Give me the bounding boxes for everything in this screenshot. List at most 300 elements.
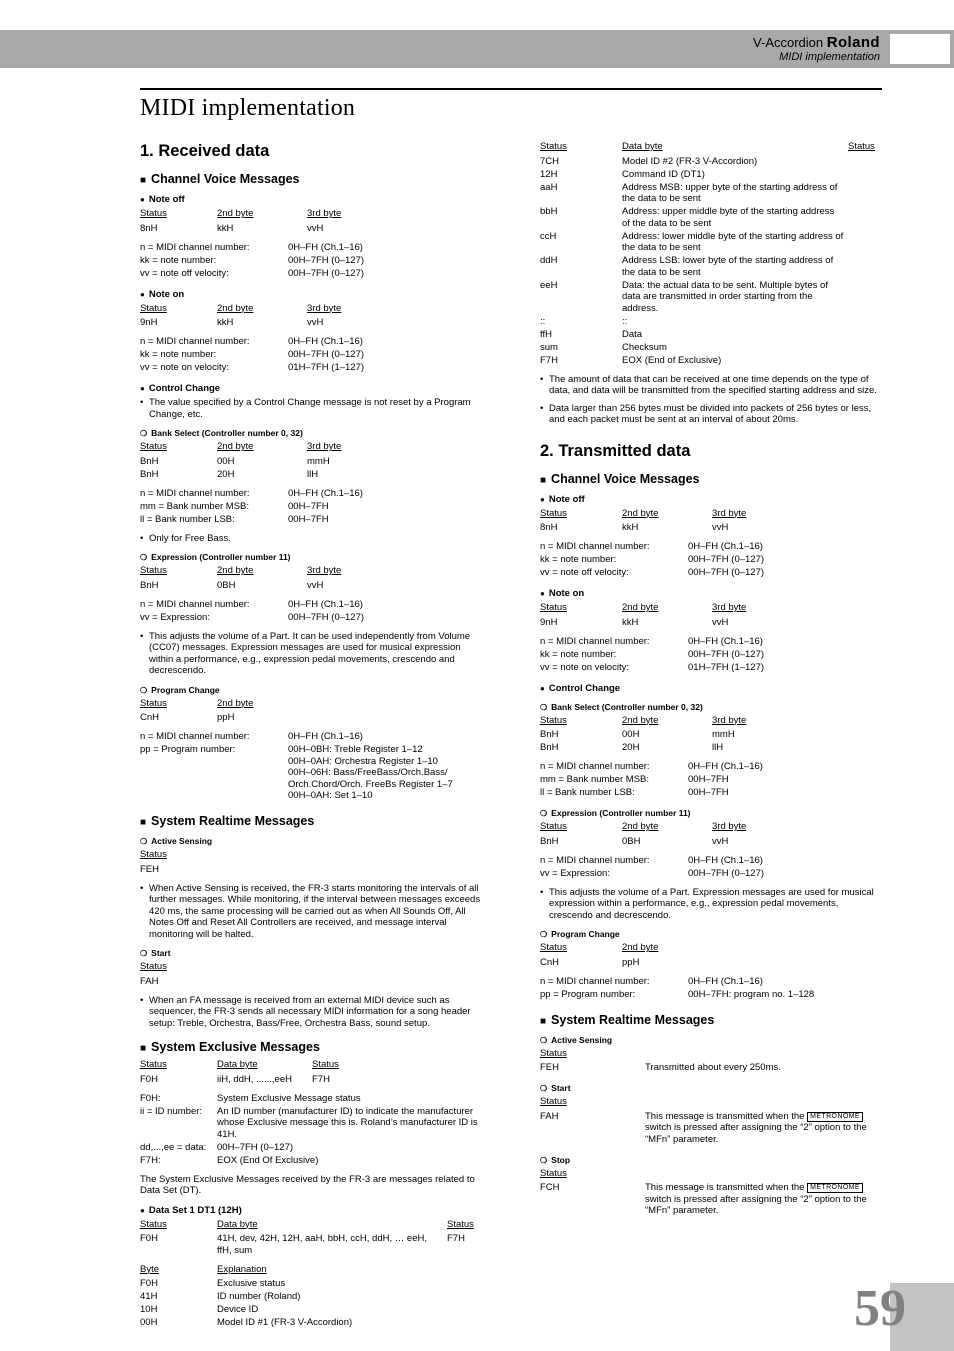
table-header-row: [540, 715, 884, 730]
table-row: [140, 469, 484, 482]
kv-key: vv = note on velocity:: [140, 362, 229, 373]
table-row: [140, 1278, 484, 1291]
subsection-heading: [140, 172, 484, 186]
table-cell: 9nH: [140, 317, 158, 328]
key-value-row: [140, 255, 484, 268]
heading-text: Program Change: [151, 684, 220, 695]
key-value-row: [140, 488, 484, 501]
column-header: [645, 1048, 884, 1063]
kv-value: 01H–7FH (1–127): [288, 362, 365, 373]
column-header: 3rd byte: [712, 602, 747, 613]
heading-text: Active Sensing: [551, 1034, 613, 1045]
table-row: [540, 617, 884, 630]
table-row: [540, 522, 884, 535]
kv-key: n = MIDI channel number:: [140, 731, 250, 742]
table-cell: aaH: [540, 181, 558, 193]
table-cell: F0H: [140, 1233, 158, 1244]
table-cell: Checksum: [622, 341, 667, 353]
heading-text: Control Change: [548, 682, 621, 694]
heading-text: Note off: [148, 194, 185, 205]
dot-bullet-icon: ●: [540, 589, 545, 598]
title-block: [140, 88, 882, 122]
bullet-icon: •: [140, 532, 144, 544]
key-value-table: [540, 976, 884, 1002]
column-header: Status: [540, 714, 567, 726]
key-value-row: [140, 501, 484, 514]
table-cell: kkH: [217, 222, 234, 234]
note: [140, 995, 484, 1030]
table-cell: kkH: [622, 522, 639, 533]
kv-key: kk = note number:: [140, 254, 217, 266]
table-cell: FEH: [140, 863, 159, 875]
table-cell: [848, 182, 884, 207]
table-row: [540, 182, 884, 207]
subsection-heading: [140, 1040, 484, 1054]
table-cell: [848, 280, 884, 316]
table-header-row: [140, 961, 484, 976]
column-header: Status: [140, 302, 167, 314]
table-header-row: [140, 1264, 484, 1279]
table-cell: FAH: [140, 975, 159, 987]
column-header: Data byte: [217, 1218, 258, 1230]
table-cell: EOX (End of Exclusive): [622, 354, 722, 366]
bullet-icon: •: [140, 630, 144, 642]
table-row: [140, 1304, 484, 1317]
key-value-row: [540, 989, 884, 1002]
note: [540, 887, 884, 922]
table-row: [140, 1233, 484, 1258]
table-cell: vvH: [712, 835, 729, 847]
table-cell: mmH: [712, 729, 735, 740]
table-cell: [848, 342, 884, 355]
table-cell: vvH: [307, 317, 324, 328]
table-cell: Exclusive status: [217, 1278, 286, 1289]
circle-bullet-icon: ❍: [140, 837, 148, 846]
note: [140, 397, 484, 420]
heading-text: System Realtime Messages: [551, 1012, 715, 1027]
heading-text: System Realtime Messages: [151, 814, 315, 828]
key-value-row: [540, 774, 884, 787]
table-cell: 10H: [140, 1304, 158, 1315]
bullet-icon: •: [540, 402, 544, 414]
data-table: [540, 602, 884, 630]
kv-key: vv = note on velocity:: [540, 661, 629, 673]
table-header-row: [540, 141, 884, 156]
kv-value: 00H–7FH (0–127): [288, 267, 365, 279]
note: [540, 374, 884, 397]
key-value-table: [140, 599, 484, 625]
table-cell-line: 00H–0AH: Set 1–10: [288, 790, 373, 801]
kv-value: 0H–FH (Ch.1–16): [288, 336, 363, 347]
table-cell: eeH: [540, 279, 558, 291]
table-cell: iiH, ddH, ......,eeH: [217, 1073, 292, 1085]
column-header: 2nd byte: [622, 821, 659, 832]
cell-text: This message is transmitted when the: [645, 1110, 808, 1122]
key-value-row: [140, 612, 484, 625]
table-cell: F7H: [312, 1073, 330, 1085]
note: [140, 631, 484, 677]
table-row: [540, 1111, 884, 1147]
heading-text: Active Sensing: [151, 836, 213, 846]
table-cell: kkH: [622, 616, 639, 628]
table-cell: [645, 1111, 884, 1147]
band-corner-box: [890, 34, 950, 64]
table-header-row: [540, 1096, 884, 1111]
kv-value: 0H–FH (Ch.1–16): [288, 598, 363, 610]
circle-bullet-icon: ❍: [140, 685, 148, 695]
table-header-row: [140, 303, 484, 318]
circle-bullet-icon: ❍: [540, 809, 548, 818]
key-value-row: [540, 787, 884, 800]
heading-text: Note off: [548, 493, 585, 505]
item-heading: [140, 428, 484, 438]
table-row: [540, 355, 884, 368]
note: [140, 533, 484, 545]
kv-key: n = MIDI channel number:: [140, 241, 250, 253]
kv-key: mm = Bank number MSB:: [140, 500, 250, 512]
column-header: Status: [140, 565, 167, 576]
square-bullet-icon: ■: [540, 1015, 547, 1027]
kv-key: n = MIDI channel number:: [540, 761, 650, 772]
header-band: [0, 30, 954, 68]
note-text: When an FA message is received from an external MIDI device such as sequencer, the FR-3 sends all necessary MIDI information for a song header setup: Treble, Orchestra, Bass/Free, Orchestra Bass, sound setup.: [149, 994, 471, 1029]
key-value-row: [540, 649, 884, 662]
bullet-icon: •: [540, 886, 544, 898]
dot-bullet-icon: ●: [140, 195, 145, 204]
item-heading: [140, 194, 484, 205]
column-header: 2nd byte: [622, 942, 659, 953]
kv-value: 0H–FH (Ch.1–16): [288, 731, 363, 742]
item-heading: [140, 948, 484, 958]
key-value-table: [140, 488, 484, 527]
section-heading: 2. Transmitted data: [540, 441, 691, 460]
key-value-row: [140, 362, 484, 375]
data-table: [540, 715, 884, 756]
kv-key: n = MIDI channel number:: [540, 635, 650, 647]
table-cell: 20H: [622, 742, 640, 753]
header-subtitle: MIDI implementation: [779, 51, 880, 64]
heading-text: Channel Voice Messages: [551, 471, 700, 486]
table-cell-line: 00H–06H: Bass/FreeBass/Orch.Bass/: [288, 767, 448, 778]
subsection-heading: [140, 814, 484, 828]
kv-key: vv = Expression:: [140, 611, 210, 623]
column-header: 2nd byte: [217, 302, 254, 314]
table-cell: bbH: [540, 206, 558, 217]
table-cell: ppH: [217, 712, 235, 723]
kv-value: 00H–7FH (0–127): [288, 349, 365, 360]
kv-value: 00H–7FH: [288, 500, 329, 512]
item-heading: [140, 383, 484, 394]
kv-value: EOX (End Of Exclusive): [217, 1154, 319, 1166]
key-value-row: [140, 1155, 484, 1168]
note-text: Only for Free Bass.: [149, 532, 231, 544]
heading-text: Expression (Controller number 11): [551, 808, 691, 818]
table-row: [140, 223, 484, 236]
heading-text: Control Change: [148, 383, 221, 394]
item-heading: [140, 836, 484, 846]
column-header: Data byte: [622, 141, 663, 152]
table-cell: [848, 316, 884, 329]
key-value-row: [540, 662, 884, 675]
note-text: When Active Sensing is received, the FR-3 starts monitoring the intervals of all further messages. While monitoring, if the interval between messages exceeds 420 ms, the same processing will be carried out as when All Sounds Off, All Notes Off and Reset All Controllers are received, and message interval monitoring will be halted.: [149, 882, 481, 940]
kv-value: 00H–7FH (0–127): [688, 567, 765, 578]
table-header-row: [540, 1168, 884, 1183]
column-header: 2nd byte: [622, 714, 659, 726]
table-header-row: [540, 508, 884, 523]
table-cell: ddH: [540, 255, 558, 266]
content-columns: [140, 140, 884, 1336]
table-row: [140, 317, 484, 330]
heading-text: System Exclusive Messages: [151, 1040, 320, 1054]
kv-value: 00H–7FH: [688, 787, 729, 798]
kv-key: vv = note off velocity:: [540, 567, 629, 578]
table-row: [540, 742, 884, 755]
table-cell: 0BH: [217, 579, 236, 591]
heading-text: Note on: [548, 588, 585, 599]
table-header-row: [140, 208, 484, 223]
note-text: This adjusts the volume of a Part. It can be used independently from Volume (CC07) messages. Expression messages are used for musical expression within a performance, e.g., expression pedal movements, crescendo and decrescendo.: [149, 630, 471, 676]
key-value-row: [140, 1093, 484, 1106]
table-cell: 9nH: [540, 616, 558, 628]
key-value-table: [140, 1093, 484, 1168]
table-cell: Address MSB: upper byte of the starting address of the data to be sent: [622, 181, 838, 204]
item-heading: [140, 685, 484, 695]
table-row: [540, 280, 884, 316]
kv-key: n = MIDI channel number:: [540, 541, 650, 552]
data-table: [540, 821, 884, 849]
table-row: [540, 156, 884, 169]
heading-text: Bank Select (Controller number 0, 32): [551, 701, 703, 712]
table-row: [140, 864, 484, 877]
dot-bullet-icon: ●: [540, 494, 545, 504]
kv-value: System Exclusive Message status: [217, 1092, 361, 1104]
table-header-row: [540, 942, 884, 957]
table-row: [540, 836, 884, 849]
item-heading: [540, 808, 884, 818]
bullet-icon: •: [140, 882, 144, 894]
column-header: Data byte: [217, 1059, 258, 1070]
item-heading: [540, 1035, 884, 1045]
table-cell: 00H: [622, 729, 640, 740]
key-value-row: [140, 599, 484, 612]
kv-key: n = MIDI channel number:: [140, 336, 250, 347]
heading-text: Note on: [148, 288, 185, 300]
kv-key: n = MIDI channel number:: [140, 487, 250, 499]
column-header: [645, 1168, 884, 1183]
table-cell: F7H: [540, 354, 558, 366]
kv-key: kk = note number:: [540, 648, 617, 660]
item-heading: [540, 702, 884, 712]
table-row: [540, 1182, 884, 1218]
column-header: Byte: [140, 1263, 160, 1275]
table-cell: llH: [307, 468, 319, 480]
brand-line: [753, 34, 880, 51]
kv-value: [288, 744, 484, 803]
note: [140, 883, 484, 941]
key-value-row: [540, 761, 884, 774]
dot-bullet-icon: ●: [140, 1205, 145, 1215]
column-header: Status: [140, 208, 167, 219]
table-row: [540, 1062, 884, 1075]
table-cell: ffH: [540, 328, 552, 340]
column-header: Status: [540, 141, 567, 152]
table-row: [540, 329, 884, 342]
column-header: Status: [140, 1059, 167, 1070]
table-row: [140, 1317, 484, 1330]
table-cell: Transmitted about every 250ms.: [645, 1062, 781, 1073]
kv-key: F7H:: [140, 1154, 161, 1166]
cell-text: switch is pressed after assigning the “2” option to the “MFn” parameter.: [645, 1193, 867, 1216]
table-row: [140, 976, 484, 989]
key-value-row: [540, 636, 884, 649]
table-cell: 41H, dev, 42H, 12H, aaH, bbH, ccH, ddH, … eeH, ffH, sum: [217, 1233, 427, 1256]
kv-key: n = MIDI channel number:: [540, 854, 650, 866]
kv-value: 00H–7FH (0–127): [688, 867, 765, 879]
key-value-row: [540, 855, 884, 868]
key-value-table: [540, 636, 884, 675]
item-heading: [540, 683, 884, 694]
table-cell: ccH: [540, 230, 557, 242]
table-cell: F0H: [140, 1278, 158, 1289]
heading-text: Start: [551, 1083, 571, 1093]
table-cell: Address: lower middle byte of the starting address of the data to be sent: [622, 230, 844, 253]
data-table: [540, 1048, 884, 1076]
header-text-block: [753, 34, 880, 64]
key-value-row: [140, 744, 484, 803]
circle-bullet-icon: ❍: [540, 930, 548, 939]
table-cell: 41H: [140, 1291, 158, 1302]
kv-value: 0H–FH (Ch.1–16): [288, 241, 363, 253]
table-header-row: [140, 1059, 484, 1074]
key-value-table: [140, 336, 484, 375]
key-value-table: [540, 541, 884, 580]
section-heading: 1. Received data: [140, 142, 270, 160]
kv-value: 0H–FH (Ch.1–16): [688, 761, 763, 772]
heading-text: Data Set 1 DT1 (12H): [148, 1204, 242, 1216]
dot-bullet-icon: ●: [540, 683, 545, 693]
table-cell: [848, 169, 884, 182]
kv-value: 00H–7FH (0–127): [688, 648, 765, 660]
metronome-switch-label: METRONOME: [807, 1112, 863, 1122]
kv-value: 00H–7FH (0–127): [288, 611, 365, 623]
data-table: [140, 961, 484, 989]
table-header-row: [140, 698, 484, 713]
column-header: Status: [540, 1167, 567, 1179]
table-row: [140, 712, 484, 725]
column-header: 3rd byte: [307, 441, 342, 452]
table-cell: ppH: [622, 956, 640, 968]
table-row: [540, 231, 884, 256]
square-bullet-icon: ■: [140, 817, 147, 828]
kv-key: pp = Program number:: [540, 988, 636, 1000]
column-header: 3rd byte: [307, 302, 342, 314]
table-cell: BnH: [540, 835, 559, 847]
table-cell: [848, 255, 884, 280]
data-table: [140, 1059, 484, 1087]
table-header-row: [540, 1048, 884, 1063]
heading-text: Channel Voice Messages: [151, 172, 300, 186]
table-row: [140, 580, 484, 593]
table-row: [540, 729, 884, 742]
table-header-row: [140, 441, 484, 456]
heading-text: Bank Select (Controller number 0, 32): [151, 428, 303, 438]
column-header: Status: [540, 602, 567, 613]
heading-text: Start: [151, 948, 171, 958]
key-value-row: [540, 868, 884, 881]
table-cell: Data: the actual data to be sent. Multiple bytes of data are transmitted in order starting from the address.: [622, 279, 828, 314]
note-text: The amount of data that can be received at one time depends on the type of data, and data will be transmitted from the specified starting address and size.: [549, 373, 877, 396]
kv-value: 00H–7FH: [688, 774, 729, 785]
table-header-row: [140, 1219, 484, 1234]
heading-text: Expression (Controller number 11): [151, 552, 291, 562]
circle-bullet-icon: ❍: [540, 1084, 548, 1093]
table-cell: ::: [622, 315, 628, 327]
kv-value: 0H–FH (Ch.1–16): [688, 975, 763, 987]
table-row: [540, 255, 884, 280]
kv-key: vv = note off velocity:: [140, 267, 229, 279]
table-header-row: [540, 602, 884, 617]
data-table: [540, 508, 884, 536]
table-header-row: [540, 821, 884, 836]
kv-value: 0H–FH (Ch.1–16): [688, 854, 763, 866]
column-header: [645, 1096, 884, 1111]
table-cell: [848, 355, 884, 368]
paragraph: The System Exclusive Messages received by the FR-3 are messages related to Data Set (DT).: [140, 1173, 475, 1196]
note-text: This adjusts the volume of a Part. Expression messages are used for musical expression within a performance, e.g., expression pedal movements, crescendo and decrescendo.: [549, 886, 874, 921]
kv-key: mm = Bank number MSB:: [540, 774, 650, 785]
table-cell-line: Orch.Chord/Orch. FreeBs Register 1–7: [288, 778, 453, 790]
bullet-icon: •: [140, 994, 144, 1006]
table-cell: F0H: [140, 1073, 158, 1085]
item-heading: [140, 289, 484, 300]
metronome-switch-label: METRONOME: [807, 1183, 863, 1193]
table-cell: vvH: [307, 222, 324, 234]
table-cell: FCH: [540, 1182, 560, 1193]
data-table: [140, 1264, 484, 1331]
dot-bullet-icon: ●: [140, 289, 145, 299]
column-header: Status: [540, 1047, 567, 1059]
table-row: [540, 342, 884, 355]
data-table: [540, 141, 884, 368]
cell-text: switch is pressed after assigning the “2” option to the “MFn” parameter.: [645, 1122, 867, 1145]
column-header: 3rd byte: [307, 565, 342, 576]
table-row: [140, 1291, 484, 1304]
item-heading: [140, 1205, 484, 1216]
key-value-table: [140, 731, 484, 803]
table-cell: BnH: [140, 579, 159, 591]
circle-bullet-icon: ❍: [140, 949, 148, 958]
kv-value: 00H–7FH (0–127): [288, 254, 365, 266]
item-heading: [140, 552, 484, 562]
item-heading: [540, 588, 884, 599]
key-value-table: [540, 761, 884, 800]
kv-key: F0H:: [140, 1092, 161, 1104]
column-header: Status: [140, 441, 167, 452]
table-header-row: [140, 565, 484, 580]
kv-key: ll = Bank number LSB:: [540, 787, 635, 798]
kv-value: 00H–7FH: program no. 1–128: [688, 988, 815, 1000]
item-heading: [540, 1083, 884, 1093]
kv-value: 0H–FH (Ch.1–16): [688, 635, 763, 647]
data-table: [140, 303, 484, 331]
table-cell: 8nH: [140, 222, 158, 234]
data-table: [540, 942, 884, 970]
column-header: Status: [312, 1059, 339, 1070]
data-table: [140, 208, 484, 236]
table-cell: 00H: [140, 1317, 158, 1328]
column-header: 2nd byte: [622, 507, 659, 519]
kv-key: n = MIDI channel number:: [140, 598, 250, 610]
